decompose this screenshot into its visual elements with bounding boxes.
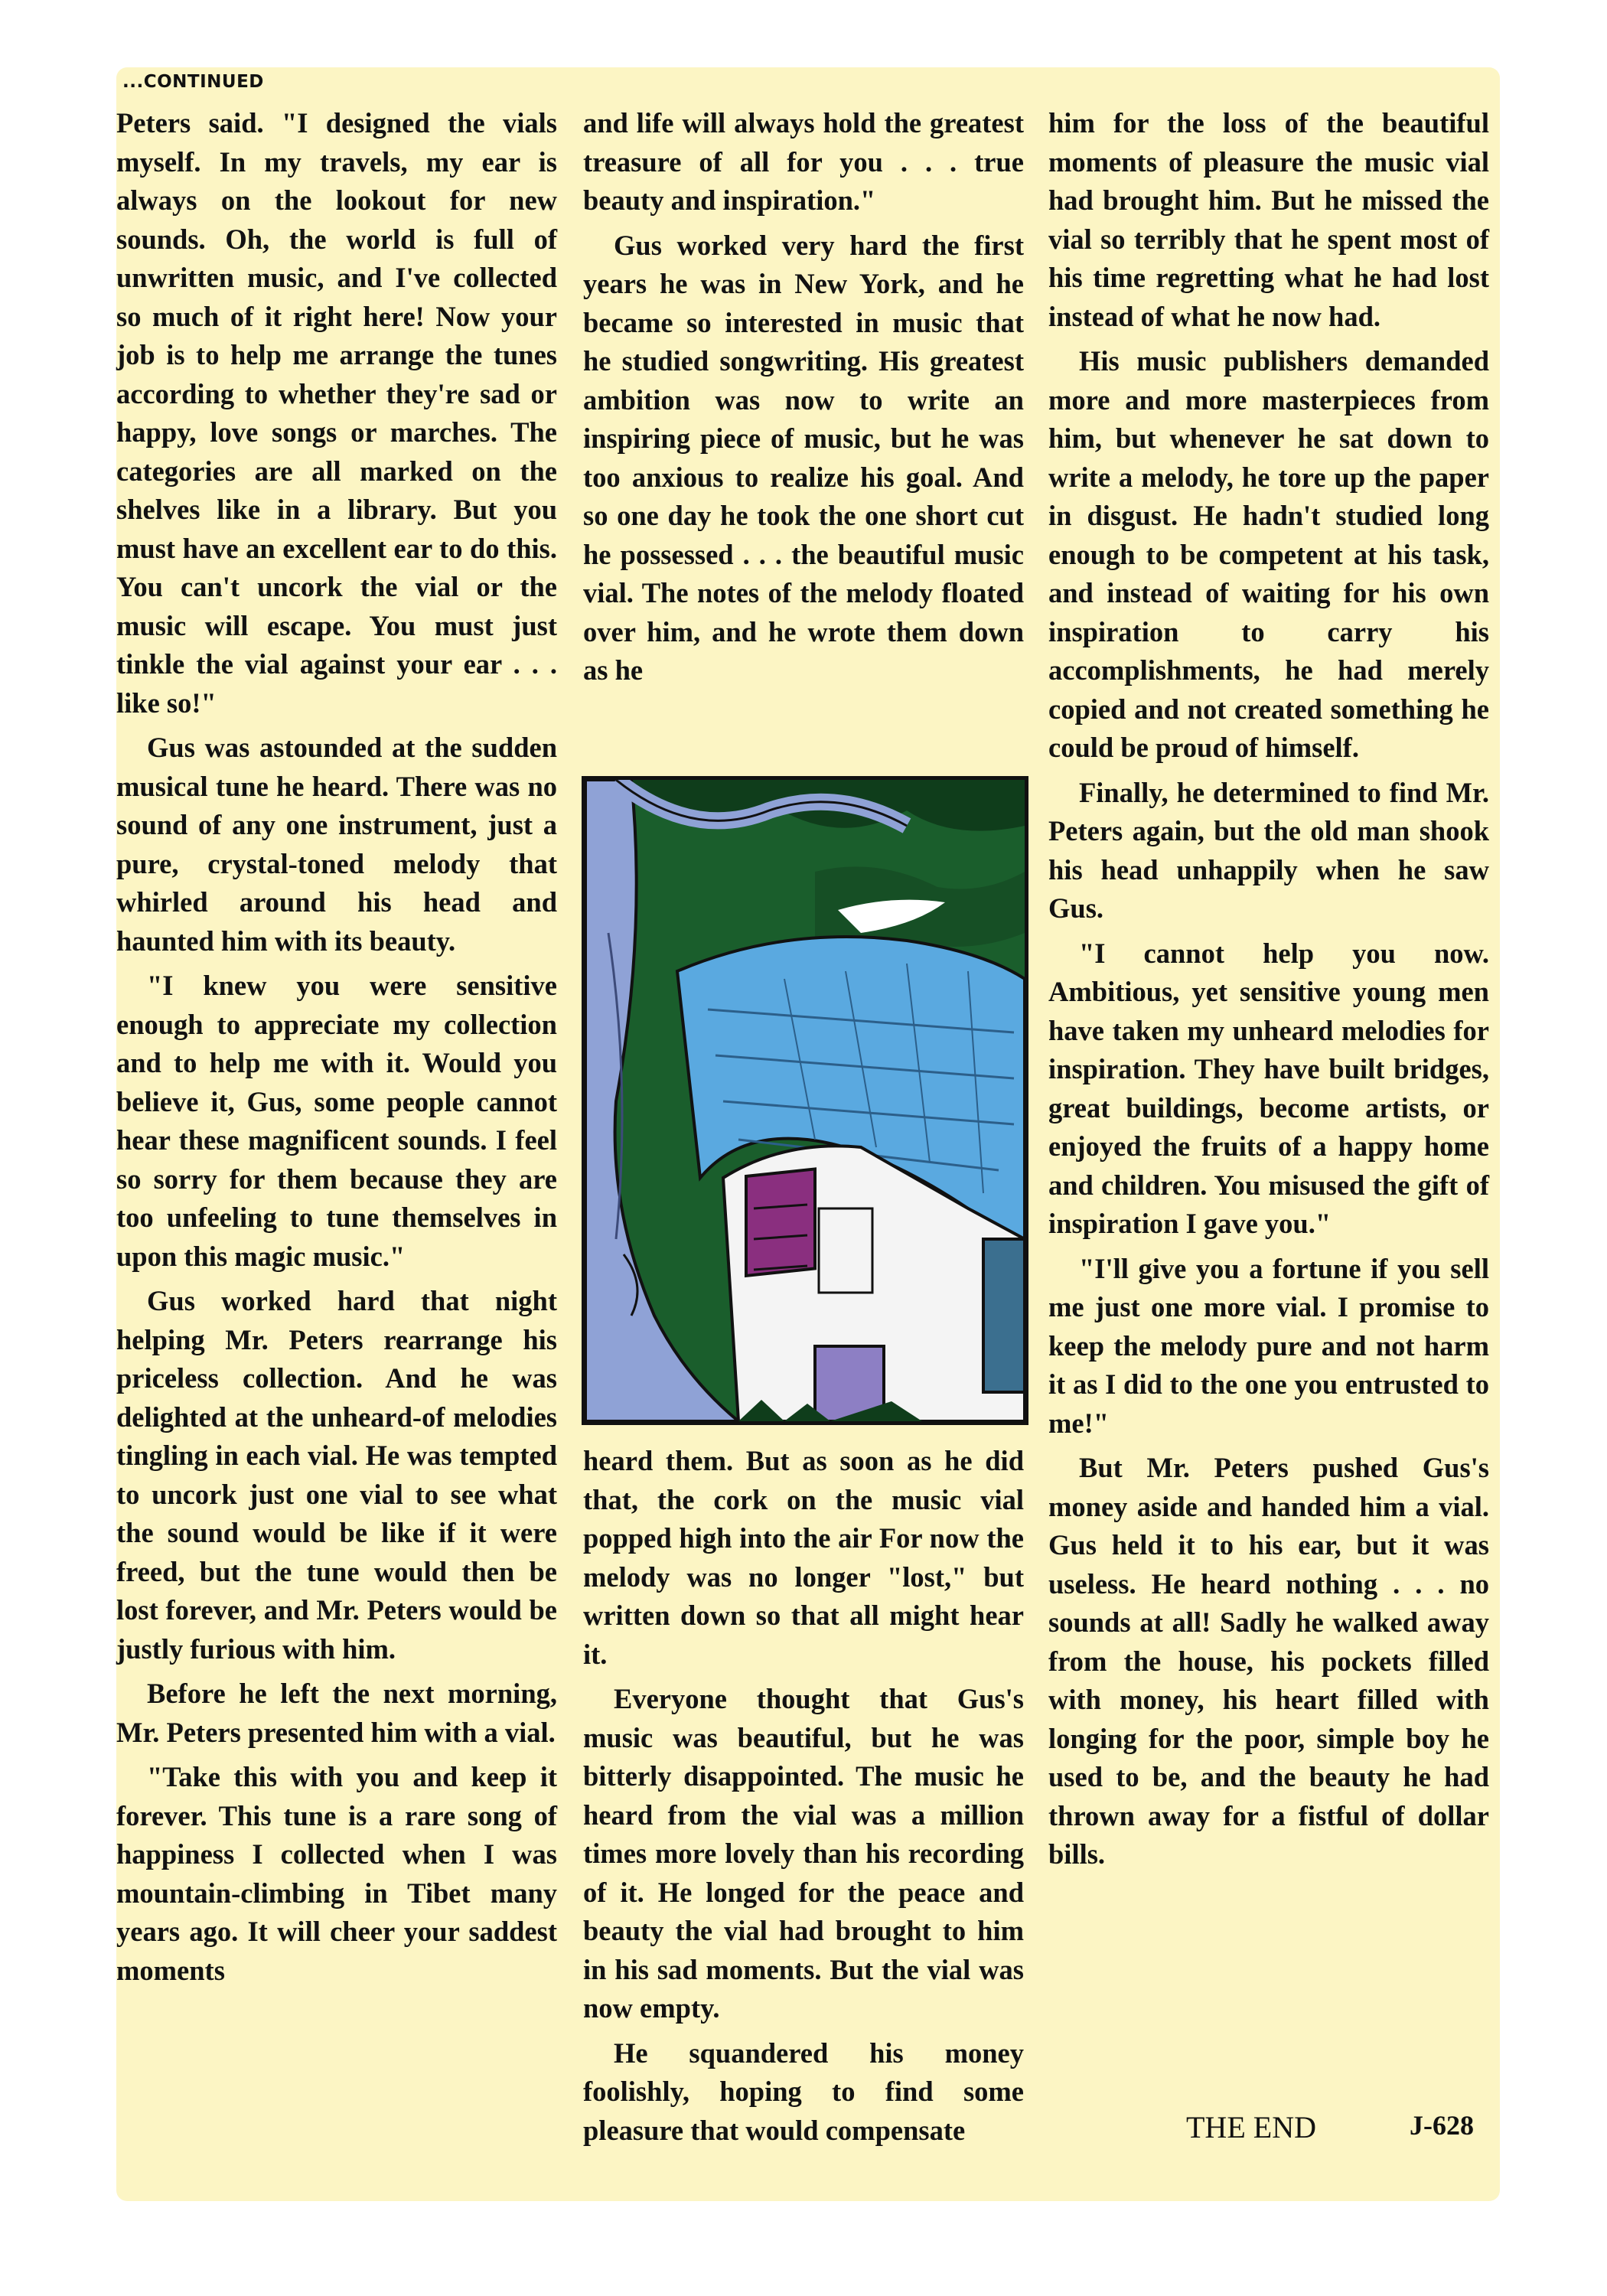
paragraph: "I'll give you a fortune if you sell me just one more vial. I promise to keep the melody pure and not harm it as I did to the one you entrusted to me!"	[1048, 1252, 1489, 1439]
paragraph: and life will always hold the greatest treasure of all for you . . . true beauty and inspiration."	[583, 107, 1024, 216]
text-column-1	[116, 104, 557, 1996]
the-end-label: THE END	[1186, 2110, 1316, 2144]
paragraph: heard them. But as soon as he did that, the cork on the music vial popped high into the air For now the melody was no longer "lost," but written down so that all might hear it.	[583, 1445, 1024, 1670]
paragraph: But Mr. Peters pushed Gus's money aside and handed him a vial. Gus held it to his ear, but it was useless. He heard nothing . . . no sounds at all! Sadly he walked away from the house, his pockets filled with money, his heart filled with longing for the poor, simple boy he used to be, and the beauty he had thrown away for a fistful of dollar bills.	[1048, 1452, 1489, 1870]
text-column-3	[1048, 104, 1489, 1880]
paragraph: Before he left the next morning, Mr. Peters presented him with a vial.	[116, 1678, 557, 1748]
story-code: J-628	[1410, 2110, 1474, 2141]
paragraph: "Take this with you and keep it forever. This tune is a rare song of happiness I collected when I was mountain-climbing in Tibet many years ago. It will cheer your saddest moments	[116, 1761, 557, 1986]
paragraph: Peters said. "I designed the vials myself. In my travels, my ear is always on the lookout for new sounds. Oh, the world is full of unwritten music, and I've collected so much of it right here! Now your job is to help me arrange the tunes according to whether they're sad or happy, love songs or marches. The categories are all marked on the shelves like in a library. But you must have an excellent ear to do this. You can't uncork the vial or the music will escape. You must just tinkle the vial against your ear . . . like so!"	[116, 107, 557, 719]
cottage-under-tree-illustration	[582, 776, 1028, 1425]
paragraph: Everyone thought that Gus's music was beautiful, but he was bitterly disappointed. The music he heard from the vial was a million times more lovely than his recording of it. He longed for the peace and beauty the vial had brought to him in his sad moments. But the vial was now empty.	[583, 1683, 1024, 2024]
paragraph: him for the loss of the beautiful moments of pleasure the music vial had brought him. But he missed the vial so terribly that he spent most of his time regretting what he had lost instead of what he now had.	[1048, 107, 1489, 332]
paragraph: Gus worked very hard the first years he was in New York, and he became so interested in music that he studied songwriting. His greatest ambition was now to write an inspiring piece of music, but he was too anxious to realize his goal. And so one day he took the one short cut he possessed . . . the beautiful music vial. The notes of the melody floated over him, and he wrote them down as he	[583, 229, 1024, 686]
paragraph: Finally, he determined to find Mr. Peters again, but the old man shook his head unhappily when he saw Gus.	[1048, 776, 1489, 924]
text-column-2-top	[583, 104, 1024, 696]
paragraph: Gus was astounded at the sudden musical tune he heard. There was no sound of any one instrument, just a pure, crystal-toned melody that whirled around his head and haunted him with its beauty.	[116, 732, 557, 957]
paragraph: "I cannot help you now. Ambitious, yet sensitive young men have taken my unheard melodies for inspiration. They have built bridges, great buildings, become artists, or enjoyed the fruits of a happy home and children. You misused the gift of inspiration I gave you."	[1048, 937, 1489, 1239]
text-column-2-bottom	[583, 1442, 1024, 2156]
paragraph: "I knew you were sensitive enough to appreciate my collection and to help me with it. Would you believe it, Gus, some people cannot hear these magnificent sounds. I feel so sorry for them because they are too unfeeling to tune themselves in upon this magic music."	[116, 970, 557, 1272]
paragraph: His music publishers demanded more and more masterpieces from him, but whenever he sat down to write a melody, he tore up the paper in disgust. He hadn't studied long enough to be competent at his task, and instead of waiting for his own inspiration to carry his accomplishments, he had merely copied and not created something he could be proud of himself.	[1048, 345, 1489, 763]
continued-label: ...CONTINUED	[122, 72, 264, 92]
paragraph: He squandered his money foolishly, hoping to find some pleasure that would compensate	[583, 2037, 1024, 2146]
illustration-drawing	[585, 780, 1025, 1421]
paragraph: Gus worked hard that night helping Mr. Peters rearrange his priceless collection. And he was delighted at the unheard-of melodies tingling in each vial. He was tempted to uncork just one vial to see what the sound would be like if it were freed, but the tune would then be lost forever, and Mr. Peters would be justly furious with him.	[116, 1285, 557, 1665]
